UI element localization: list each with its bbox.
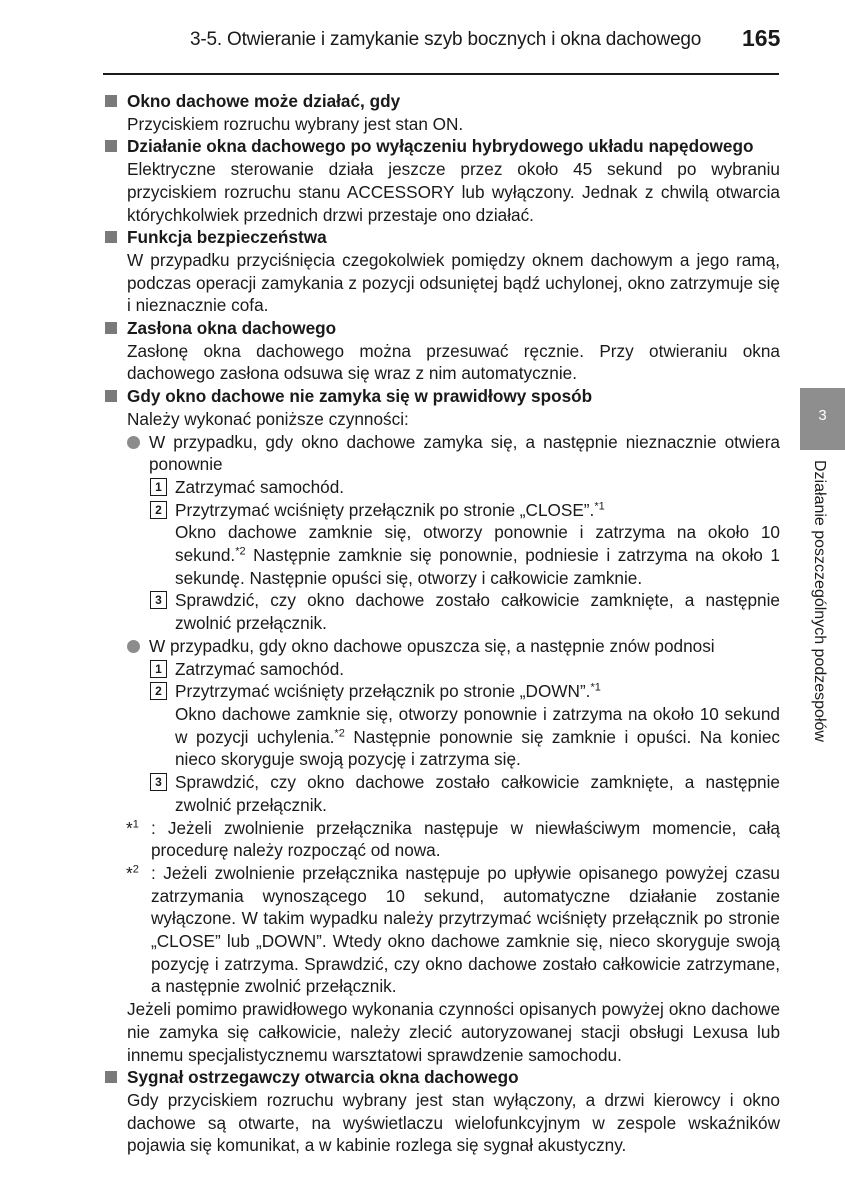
step: [104, 476, 780, 499]
step-text: Przytrzymać wciśnięty przełącznik po stronie „DOWN”.: [175, 681, 591, 702]
heading-text: Sygnał ostrzegawczy otwarcia okna dachowego: [127, 1067, 519, 1088]
paragraph: Jeżeli pomimo prawidłowego wykonania czynności opisanych powyżej okno dachowe nie zamyka się całkowicie, należy zlecić autoryzowanej stacji obsługi Lexusa lub innemu specjalistycznemu warsztatowi sprawdzenie samochodu.: [127, 999, 780, 1065]
case-title: W przypadku, gdy okno dachowe opuszcza się, a następnie znów podnosi: [149, 635, 715, 656]
step-note: Okno dachowe zamknie się, otworzy ponownie i zatrzyma na około 10 sekund.$^{*2}$ Następnie zamknie się ponownie, podniesie i zatrzyma na około 1 sekundę. Następnie opuści się, otworzy i całkowicie zamknie.: [175, 522, 780, 588]
paragraph: Elektryczne sterowanie działa jeszcze przez około 45 sekund po wybraniu przyciskiem rozruchu stanu ACCESSORY lub wyłączony. Jednak z chwilą otwarcia którychkolwiek przednich drzwi przestaje ono działać.: [127, 159, 780, 225]
step-number: 1: [150, 660, 167, 678]
footnote-ref: *1: [590, 681, 601, 694]
paragraph: Należy wykonać poniższe czynności:: [127, 408, 409, 429]
step-note: Okno dachowe zamknie się, otworzy ponownie i zatrzyma na około 10 sekund w pozycji uchylenia.$^{*2}$ Następnie ponownie się zamknie i opuści. Na koniec nieco skoryguje swoją pozycję i zatrzyma się.: [175, 703, 780, 770]
footnote-text: : Jeżeli zwolnienie przełącznika następuje w niewłaściwym momencie, całą procedurę należy rozpocząć od nowa.: [151, 817, 780, 861]
square-bullet-icon: [105, 390, 117, 402]
step-number: 2: [150, 501, 167, 519]
chapter-number: 3: [818, 407, 827, 424]
list-item: [104, 431, 780, 476]
heading-text: Gdy okno dachowe nie zamyka się w prawidłowy sposób: [127, 386, 593, 407]
footnote-mark: *$^2$: [126, 862, 139, 883]
footnote: [104, 862, 780, 998]
square-bullet-icon: [105, 1071, 117, 1083]
step-text: Sprawdzić, czy okno dachowe zostało całkowicie zamknięte, a następnie zwolnić przełącznik.: [175, 590, 780, 634]
step: [104, 771, 780, 816]
step: [104, 589, 780, 634]
step-text: Zatrzymać samochód.: [175, 476, 345, 497]
step-number: 2: [150, 682, 167, 700]
paragraph: Zasłonę okna dachowego można przesuwać ręcznie. Przy otwieraniu okna dachowego zasłona odsuwa się wraz z nim automatycznie.: [127, 340, 780, 384]
chapter-tab: [800, 388, 845, 450]
heading-text: Okno dachowe może działać, gdy: [127, 91, 401, 111]
section-heading: [104, 135, 780, 158]
page-body: [104, 90, 780, 1157]
chapter-label: Działanie poszczególnych podzespołów: [811, 460, 828, 742]
footnote-ref: *2: [235, 545, 246, 558]
section-heading: [104, 1066, 780, 1089]
step-number: 3: [150, 591, 167, 609]
circle-bullet-icon: [127, 436, 140, 449]
step-number: 1: [150, 478, 167, 496]
step-text: Przytrzymać wciśnięty przełącznik po stronie „CLOSE”.: [175, 499, 595, 520]
case-title: W przypadku, gdy okno dachowe zamyka się, a następnie nieznacznie otwiera ponownie: [149, 431, 780, 475]
section-heading: [104, 317, 780, 340]
section-heading: [104, 385, 780, 408]
step-text: Sprawdzić, czy okno dachowe zostało całkowicie zamknięte, a następnie zwolnić przełącznik.: [175, 772, 780, 815]
paragraph: Gdy przyciskiem rozruchu wybrany jest stan wyłączony, a drzwi kierowcy i okno dachowe są otwarte, na wyświetlaczu wielofunkcyjnym w zespole wskaźników pojawia się komunikat, a w kabinie rozlega się sygnał akustyczny.: [127, 1089, 780, 1156]
heading-text: Zasłona okna dachowego: [127, 318, 337, 339]
heading-text: Funkcja bezpieczeństwa: [127, 227, 327, 248]
step: [104, 658, 780, 681]
step: [104, 680, 780, 703]
section-heading: [104, 90, 780, 113]
paragraph: W przypadku przyciśnięcia czegokolwiek pomiędzy oknem dachowym a jego ramą, podczas operacji zamykania z pozycji odsuniętej bądź uchylonej, okno zatrzymuje się i nieznacznie cofa.: [127, 249, 780, 316]
circle-bullet-icon: [127, 640, 140, 653]
square-bullet-icon: [105, 140, 117, 152]
square-bullet-icon: [105, 322, 117, 334]
list-item: [104, 635, 780, 658]
section-title: 3-5. Otwieranie i zamykanie szyb bocznych i okna dachowego: [190, 29, 702, 50]
footnote-mark: *$^1$: [126, 817, 139, 838]
footnote-ref: *2: [334, 726, 345, 739]
square-bullet-icon: [105, 95, 117, 107]
footnote-ref: *1: [594, 499, 605, 512]
step-text: Zatrzymać samochód.: [175, 658, 345, 679]
header-divider: [103, 73, 779, 75]
paragraph: Przyciskiem rozruchu wybrany jest stan ON.: [127, 113, 464, 134]
section-heading: [104, 226, 780, 249]
square-bullet-icon: [105, 231, 117, 243]
page-number: 165: [742, 25, 781, 51]
step: [104, 499, 780, 522]
footnote: [104, 817, 780, 862]
step-number: 3: [150, 773, 167, 791]
footnote-text: : Jeżeli zwolnienie przełącznika następuje po upływie opisanego powyżej czasu zatrzymania wynoszącego 10 sekund, automatyczne działanie zostanie wyłączone. W takim wypadku należy przytrzymać wciśnięty przełącznik po stronie „CLOSE” lub „DOWN”. Wtedy okno dachowe zamknie się, nieco skoryguje swoją pozycję i zatrzyma. Sprawdzić, czy okno dachowe zostało całkowicie zatrzymane, a następnie zwolnić przełącznik.: [151, 862, 780, 997]
heading-text: Działanie okna dachowego po wyłączeniu hybrydowego układu napędowego: [127, 136, 754, 157]
